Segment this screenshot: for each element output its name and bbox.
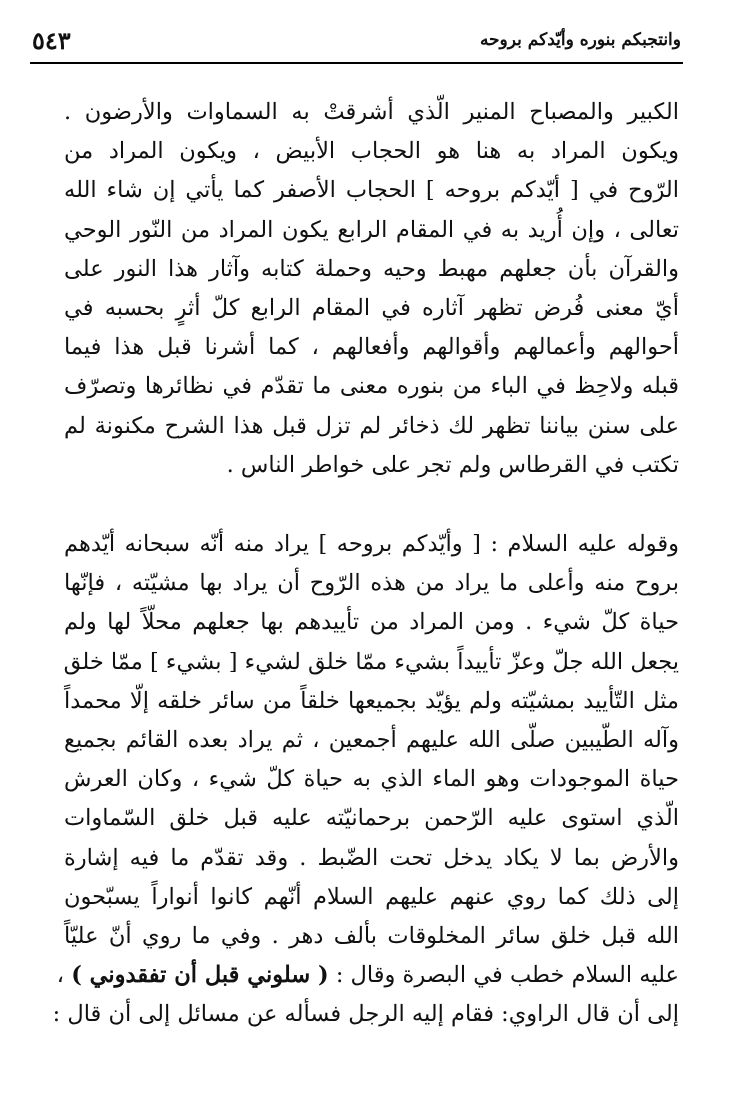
text-line: ويكون المراد به هنا هو الحجاب الأبيض ، ويكون المراد من [64,138,679,165]
text-line: الكبير والمصباح المنير الّذي أشرقتْ به السماوات والأرضون . [64,99,679,125]
line-text: عليه السلام خطب في البصرة وقال : [335,962,679,989]
text-line-with-quote [56,956,679,995]
text-line: والأرض بما لا يكاد يدخل تحت الضّبط . وقد تقدّم ما فيه إشارة [64,844,679,871]
text-line: مثل التّأييد بمشيّته ولم يؤيّد بجميعها خلقاً من سائر خلقه إلّا محمداً [64,687,679,714]
text-line: الرّوح في [ أيّدكم بروحه ] الحجاب الأصفر كما يأتي إن شاء الله [64,177,679,204]
text-line: أحوالهم وأعمالهم وأقوالهم وأفعالهم ، كما أشرنا قبل هذا فيما [64,334,679,361]
text-line: تكتب في القرطاس ولم تجر على خواطر الناس . [226,451,679,478]
line-end: ، [56,962,72,989]
text-line: حياة كلّ شيء . ومن المراد من تأييدهم بها جعلهم محلّاً لها ولم [64,609,679,636]
text-line: على سنن بياننا تظهر لك ذخائر لم تزل قبل هذا الشرح مكنونة لم [64,412,679,439]
header-rule [30,62,683,64]
bold-quote: ( سلوني قبل أن تفقدوني ) [71,962,329,989]
text-line: تعالى ، وإن أُريد به في المقام الرابع يكون المراد من النّور الوحي [64,216,679,243]
paragraph-2 [52,525,679,1034]
text-line: إلى ذلك كما روي عنهم عليهم السلام أنّهم كانوا أنواراً يسبّحون [64,883,679,910]
text-line: يجعل الله جلّ وعزّ تأييداً بشيء ممّا خلق لشيء [ بشيء ] ممّا خلق [63,648,679,675]
text-line: بروح منه وأعلى ما يراد من هذه الرّوح أن يراد بها مشيّته ، فإنّها [64,570,679,597]
text-line: وقوله عليه السلام : [ وأيّدكم بروحه ] يراد منه أنّه سبحانه أيّدهم [64,531,679,557]
text-line: والقرآن بأن جعلهم مهبط وحيه وحملة كتابه وآثار هذا النور على [64,255,679,282]
text-line: الّذي استوى عليه الرّحمن برحمانيّته عليه قبل خلق السّماوات [64,805,679,832]
page-number: ٥٤٣ [32,26,71,55]
text-line: الله قبل خلق سائر المخلوقات بألف دهر . وفي ما روي أنّ عليّاً [64,922,679,949]
text-line: حياة الموجودات وهو الماء الذي به حياة كلّ شيء ، وكان العرش [64,766,679,793]
paragraph-1 [64,93,679,485]
text-line: إلى أن قال الراوي: فقام إليه الرجل فسأله عن مسائل إلى أن قال : [52,1001,679,1028]
text-line: قبله ولاحِظ في الباء من بنوره معنى ما تقدّم في نظائرها وتصرّف [64,373,679,400]
text-line: وآله الطّيبين صلّى الله عليهم أجمعين ، ثم يراد بعده القائم بجميع [64,726,679,753]
running-title: وانتجبكم بنوره وأيّدكم بروحه [479,30,681,50]
text-line: أيّ معنى فُرض تظهر آثاره في المقام الرابع كلّ أثرٍ بحسبه في [64,294,679,321]
